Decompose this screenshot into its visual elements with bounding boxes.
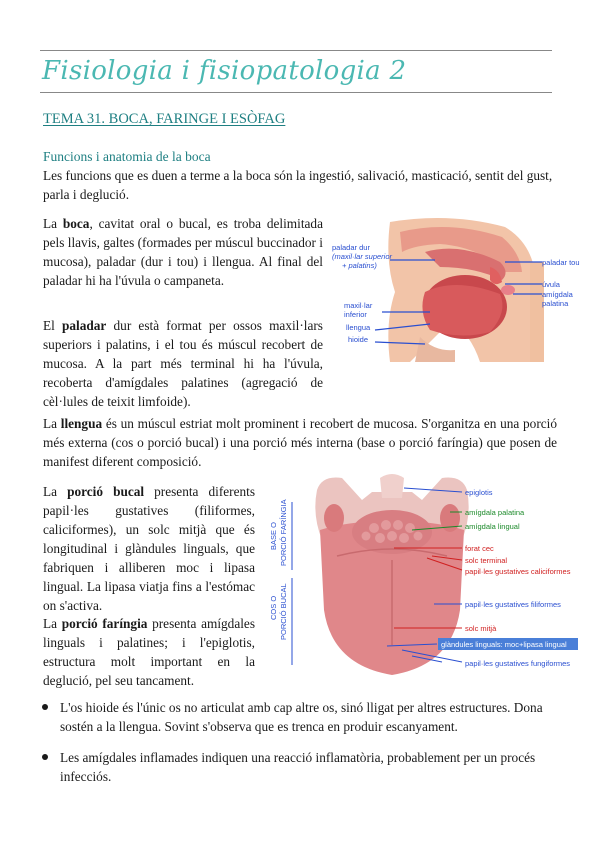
label-papilles-fungiformes: papil·les gustatives fungiformes [465, 659, 571, 668]
label-papilles-filiformes: papil·les gustatives filiformes [465, 600, 561, 609]
label-foramen-cec: forat cec [465, 544, 494, 553]
label-paladar-dur-note: (maxil·lar superior [332, 252, 393, 261]
boca-term: boca [62, 216, 90, 231]
section-heading: Funcions i anatomia de la boca [43, 149, 211, 164]
label-glandules-linguals: glàndules linguals: moc+lipasa lingual [441, 640, 567, 649]
porcio-bucal-term: porció bucal [67, 484, 145, 499]
mouth-cross-section-figure [330, 212, 580, 362]
course-title: Fisiologia i fisiopatologia 2 [42, 56, 407, 86]
bullet-item-amigdales: Les amígdales inflamades indiquen una reacció inflamatòria, probablement per un procés infecciós. [60, 748, 558, 786]
top-rule [40, 50, 552, 51]
side-label-cos2: PORCIÓ BUCAL [279, 583, 288, 640]
porcio-faringia-term: porció faríngia [61, 616, 148, 631]
bullet-dot [42, 704, 48, 710]
bullet-item-hioide: L'os hioide és l'únic os no articulat amb cap altre os, sinó lligat per altres estructures. Dona sostén a la llengua. Sovint s'observa que es trenca en produir escanyament. [60, 698, 558, 736]
llengua-term: llengua [60, 416, 103, 431]
intro-paragraph: Les funcions que es duen a terme a la boca són la ingestió, salivació, masticació, sentit del gust, parla i deglució. [43, 168, 553, 202]
label-paladar-tou: paladar tou [542, 258, 580, 267]
label-palatina: palatina [542, 299, 569, 308]
label-solc-mitja: solc mitjà [465, 624, 497, 633]
label-hioide: hioide [348, 335, 369, 344]
porcio-bucal-paragraph: La porció bucal presenta diferents papil·les gustatives (filiformes, caliciformes), un solc mitjà que és longitudinal i glàndules linguals, que fabriquen i alliberen moc i lipasa lingual. La lipasa viatja fins a l'estómac on s'activa. [43, 484, 256, 613]
tongue-anatomy-figure [262, 470, 582, 680]
side-label-base: BASE O [269, 522, 278, 550]
topic-title: TEMA 31. BOCA, FARINGE I ESÒFAG [43, 111, 286, 127]
side-label-cos: COS O [269, 595, 278, 620]
label-paladar-dur: paladar dur [332, 243, 370, 252]
label-maxillar: maxil·lar [344, 301, 373, 310]
boca-paragraph: La boca, cavitat oral o bucal, es troba delimitada pels llavis, galtes (formades per múscul buccinador i mucosa), paladar (dur i tou) i llengua. Al final del paladar hi ha l'úvula o campaneta. [43, 216, 323, 288]
label-inferior: inferior [344, 310, 367, 319]
paladar-term: paladar [62, 318, 107, 333]
header-rule [40, 92, 552, 93]
label-amigdala-palatina: amígdala palatina [465, 508, 525, 517]
side-label-base2: PORCIÓ FARÍNGIA [279, 499, 288, 566]
label-epiglotis: epiglotis [465, 488, 493, 497]
llengua-paragraph: La llengua és un múscul estriat molt prominent i recobert de mucosa. S'organitza en una porció més externa (cos o porció bucal) i una porció més interna (base o porció faríngia) que posen de manifest diferent composició. [43, 416, 557, 469]
paladar-paragraph: El paladar dur està format per ossos maxil·lars superiors i palatins, i el tou és múscul recobert de mucosa. A la part més terminal hi ha l'úvula, recoberta d'amígdales palatines (agregació de cèl·lules de teixit limfoide). [43, 318, 323, 409]
porcio-faringia-paragraph: La porció faríngia presenta amígdales linguals i palatines; i l'epiglotis, estructura molt important en la deglució, pel seu tancament. [43, 616, 255, 688]
label-papilles-caliciformes: papil·les gustatives caliciformes [465, 567, 571, 576]
bullet-dot [42, 754, 48, 760]
label-amigdala: amígdala [542, 290, 573, 299]
label-solc-terminal: solc terminal [465, 556, 508, 565]
label-uvula: úvula [542, 280, 560, 289]
label-llengua: llengua [346, 323, 371, 332]
label-amigdala-lingual: amígdala lingual [465, 522, 520, 531]
label-paladar-dur-note2: + palatins) [342, 261, 377, 270]
